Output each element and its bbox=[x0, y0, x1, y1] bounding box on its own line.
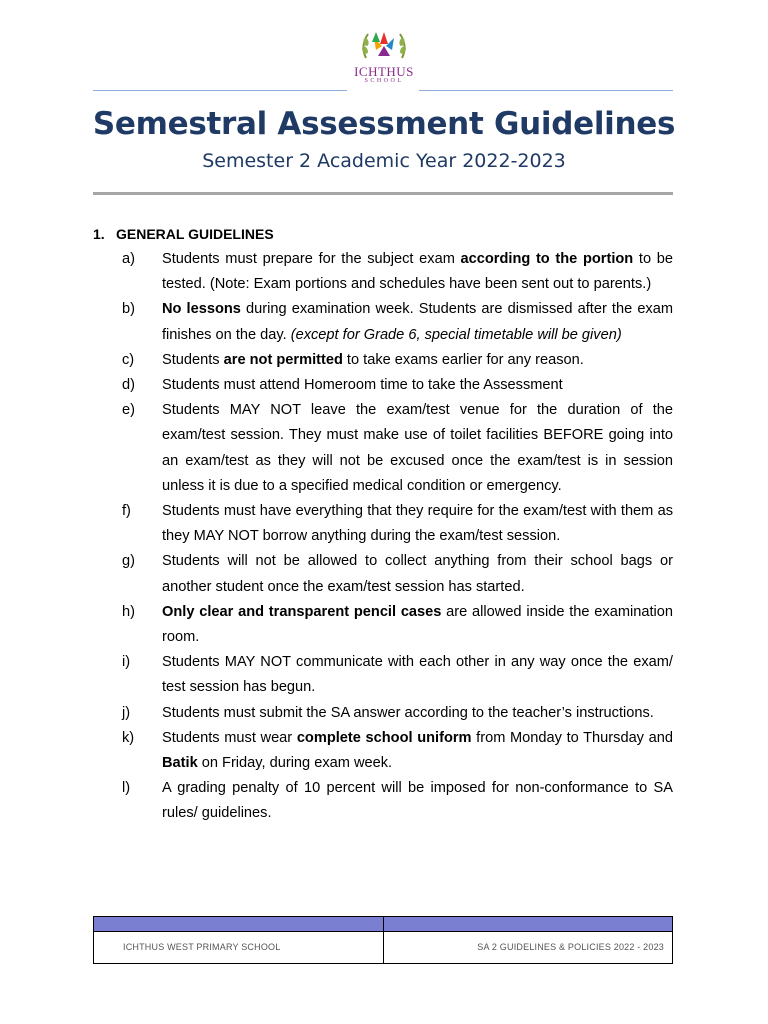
item-text bbox=[162, 650, 673, 700]
text-run: Students must wear bbox=[162, 729, 297, 746]
item-text bbox=[162, 247, 673, 297]
guideline-item bbox=[93, 650, 673, 700]
item-marker: k) bbox=[122, 729, 135, 746]
bold-text: complete school uniform bbox=[296, 729, 472, 746]
item-marker: j) bbox=[122, 704, 131, 721]
guidelines-list bbox=[93, 247, 673, 827]
text-run: during examination week. Students are dismissed after the exam finishes on the day. bbox=[162, 301, 673, 343]
bold-text: according to the portion bbox=[460, 251, 634, 267]
footer-header-bar bbox=[94, 917, 383, 932]
footer-school-name: ICHTHUS WEST PRIMARY SCHOOL bbox=[123, 942, 281, 952]
bold-text: No lessons bbox=[162, 301, 241, 318]
guideline-item bbox=[93, 776, 673, 826]
guideline-item bbox=[93, 373, 673, 398]
page-subtitle: Semester 2 Academic Year 2022-2023 bbox=[202, 150, 566, 172]
item-text bbox=[162, 726, 673, 776]
item-marker: i) bbox=[122, 654, 131, 671]
item-marker: b) bbox=[122, 301, 135, 318]
text-run: to be tested. (Note: Exam portions and schedules have been sent out to parents.) bbox=[162, 251, 673, 293]
text-run: Students MAY NOT leave the exam/test venue for the duration of the exam/test session. They must make use of toilet facilities BEFORE going into an exam/test as they will not be excused once the exam/test is in session unless it is due to a specified medical condition or emergency. bbox=[162, 402, 673, 494]
guideline-item bbox=[93, 726, 673, 776]
item-marker: c) bbox=[122, 351, 135, 368]
header-rule bbox=[93, 90, 673, 91]
text-run: Students must attend Homeroom time to take the Assessment bbox=[162, 377, 563, 394]
item-text bbox=[162, 373, 673, 398]
item-text bbox=[162, 701, 673, 726]
item-text bbox=[162, 499, 673, 549]
school-logo bbox=[350, 24, 418, 88]
title-divider bbox=[93, 192, 673, 195]
text-run: Students must submit the SA answer according to the teacher’s instructions. bbox=[162, 704, 654, 721]
guideline-item bbox=[93, 600, 673, 650]
logo-subtext: SCHOOL bbox=[364, 78, 404, 84]
item-text bbox=[162, 600, 673, 650]
item-text bbox=[162, 776, 673, 826]
item-marker: g) bbox=[122, 553, 135, 570]
item-marker: e) bbox=[122, 402, 135, 419]
laurel-emblem-icon bbox=[350, 24, 418, 64]
item-text bbox=[162, 398, 673, 499]
page-title: Semestral Assessment Guidelines bbox=[92, 106, 676, 142]
item-marker: d) bbox=[122, 377, 135, 394]
guideline-item bbox=[93, 701, 673, 726]
section-number: 1. bbox=[93, 226, 105, 242]
text-run: Students must have everything that they require for the exam/test with them as they MAY NOT borrow anything during the exam/test session. bbox=[162, 503, 673, 545]
text-run: to take exams earlier for any reason. bbox=[342, 351, 584, 368]
text-run: A grading penalty of 10 percent will be imposed for non-conformance to SA rules/ guidelines. bbox=[162, 780, 673, 822]
text-run: Students must prepare for the subject exam bbox=[162, 251, 461, 267]
footer-cell-right bbox=[384, 917, 672, 963]
item-marker: a) bbox=[122, 251, 135, 267]
text-run: from Monday to Thursday and bbox=[471, 729, 673, 746]
guideline-item bbox=[93, 549, 673, 599]
bold-text: Batik bbox=[162, 755, 198, 772]
item-text bbox=[162, 297, 673, 347]
italic-text: (except for Grade 6, special timetable will be given) bbox=[290, 326, 622, 343]
guideline-item bbox=[93, 499, 673, 549]
text-run: on Friday, during exam week. bbox=[197, 755, 393, 772]
footer-cell-left bbox=[94, 917, 384, 963]
guideline-item bbox=[93, 297, 673, 347]
guideline-item bbox=[93, 348, 673, 373]
text-run: Students MAY NOT communicate with each other in any way once the exam/ test session has begun. bbox=[162, 654, 673, 696]
item-marker: f) bbox=[122, 503, 131, 520]
footer-header-bar bbox=[384, 917, 672, 932]
footer-document-name: SA 2 GUIDELINES & POLICIES 2022 - 2023 bbox=[477, 942, 664, 952]
item-marker: l) bbox=[122, 780, 131, 797]
guideline-item bbox=[93, 398, 673, 499]
text-run: Students bbox=[162, 351, 224, 368]
footer-table bbox=[93, 916, 673, 964]
bold-text: Only clear and transparent pencil cases bbox=[162, 603, 442, 620]
text-run: are allowed inside the examination room. bbox=[162, 603, 673, 646]
logo-name: ICHTHUS bbox=[354, 64, 414, 79]
section-heading bbox=[93, 226, 274, 242]
guideline-item bbox=[93, 247, 673, 297]
item-marker: h) bbox=[122, 603, 135, 620]
bold-text: are not permitted bbox=[223, 351, 343, 368]
text-run: Students will not be allowed to collect anything from their school bags or another student once the exam/test session has started. bbox=[162, 553, 673, 595]
item-text bbox=[162, 549, 673, 599]
section-title: GENERAL GUIDELINES bbox=[116, 226, 274, 242]
item-text bbox=[162, 348, 673, 373]
